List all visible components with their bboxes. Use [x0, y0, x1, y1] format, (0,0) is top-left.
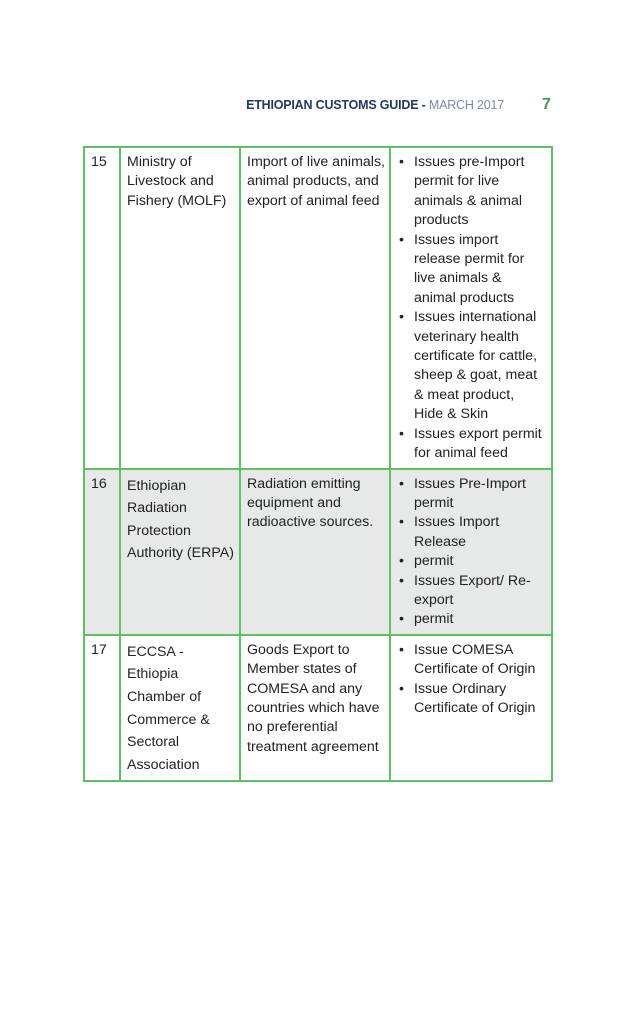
list-item: • Issues pre-Import permit for live animals & animal products	[397, 153, 547, 231]
title-separator: -	[418, 98, 429, 112]
goods-description: Radiation emitting equipment and radioactive sources.	[240, 469, 390, 635]
list-item: • Issues Import Release	[397, 513, 547, 552]
goods-description: Import of live animals, animal products, and export of animal feed	[240, 147, 390, 469]
running-title	[246, 98, 504, 112]
table-row	[84, 635, 552, 782]
list-item: • Issues international veterinary health certificate for cattle, sheep & goat, meat & meat product, Hide & Skin	[397, 308, 547, 424]
agency-duties	[390, 147, 552, 469]
table-row	[84, 469, 552, 635]
agency-table	[83, 146, 553, 782]
agency-duties	[390, 635, 552, 782]
agency-name: Ministry of Livestock and Fishery (MOLF)	[120, 147, 240, 469]
list-item: • Issues Pre-Import permit	[397, 475, 547, 514]
table-row	[84, 147, 552, 469]
agency-name: Ethiopian Radiation Protection Authority (ERPA)	[120, 469, 240, 635]
row-number: 16	[84, 469, 120, 635]
agency-duties	[390, 469, 552, 635]
list-item: • Issue Ordinary Certificate of Origin	[397, 680, 547, 719]
page-header	[0, 96, 638, 116]
guide-date: MARCH 2017	[428, 98, 504, 112]
list-item: • permit	[397, 610, 547, 629]
row-number: 15	[84, 147, 120, 469]
page-number: 7	[542, 96, 551, 113]
list-item: • Issues export permit for animal feed	[397, 425, 547, 464]
duties-list	[397, 641, 547, 719]
guide-title: ETHIOPIAN CUSTOMS GUIDE	[246, 98, 419, 112]
row-number: 17	[84, 635, 120, 782]
list-item: • Issues Export/ Re-export	[397, 572, 547, 611]
duties-list	[397, 153, 547, 464]
goods-description: Goods Export to Member states of COMESA and any countries which have no preferential treatment agreement	[240, 635, 390, 782]
list-item: • Issues import release permit for live animals & animal products	[397, 231, 547, 309]
list-item: • Issue COMESA Certificate of Origin	[397, 641, 547, 680]
duties-list	[397, 475, 547, 630]
list-item: • permit	[397, 552, 547, 571]
agency-name: ECCSA - Ethiopia Chamber of Commerce & Sectoral Association	[120, 635, 240, 782]
